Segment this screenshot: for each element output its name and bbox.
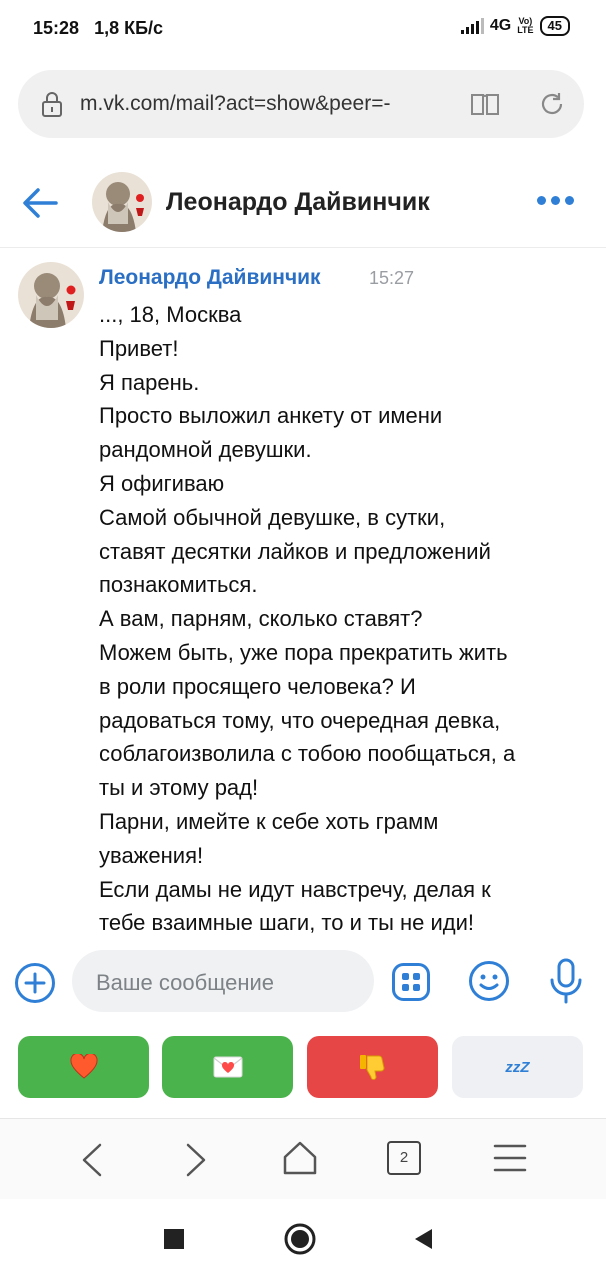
lock-icon: [40, 90, 64, 123]
message: [0, 250, 606, 940]
browser-tabs-button[interactable]: 2: [387, 1141, 421, 1175]
back-arrow-icon[interactable]: [22, 186, 58, 225]
sleep-button[interactable]: [452, 1036, 583, 1098]
url-text[interactable]: m.vk.com/mail?act=show&peer=-: [80, 92, 391, 115]
avatar[interactable]: [18, 262, 84, 328]
keyboard-bot-icon[interactable]: [391, 962, 431, 1007]
message-text: [99, 298, 589, 940]
message-line: познакомиться.: [99, 572, 258, 598]
composer: [0, 946, 606, 1018]
message-line: ты и этому рад!: [99, 775, 259, 801]
address-bar[interactable]: [18, 70, 584, 138]
system-navigation: [0, 1199, 606, 1280]
message-time: 15:27: [369, 268, 415, 288]
reload-icon[interactable]: [538, 90, 566, 123]
message-input[interactable]: [72, 950, 374, 1012]
bot-keyboard: [0, 1036, 606, 1100]
message-line: А вам, парням, сколько ставят?: [99, 606, 423, 632]
message-line: радоваться тому, что очередная девка,: [99, 707, 501, 733]
page-title: Леонардо Дайвинчик: [166, 188, 430, 216]
sleep-icon: zzZ: [505, 1058, 530, 1076]
like-button[interactable]: [18, 1036, 149, 1098]
smile-icon[interactable]: [468, 960, 510, 1007]
recent-apps-icon[interactable]: [164, 1229, 184, 1249]
reader-mode-icon[interactable]: [470, 91, 500, 122]
message-line: уважения!: [99, 842, 204, 868]
signal-icon: [461, 18, 484, 34]
network-label: 4G: [489, 17, 512, 34]
browser-back-icon[interactable]: [78, 1141, 106, 1184]
add-attachment-button[interactable]: [14, 962, 56, 1009]
message-line: ..., 18, Москва: [99, 302, 242, 327]
message-line: Я офигиваю: [99, 470, 225, 496]
browser-toolbar: [0, 1119, 606, 1199]
system-home-icon[interactable]: [284, 1223, 316, 1260]
heart-icon: [70, 1054, 98, 1080]
message-line: ставят десятки лайков и предложений: [99, 538, 491, 564]
message-line: соблагоизволила с тобою пообщаться, а: [99, 741, 516, 767]
avatar[interactable]: [92, 172, 152, 232]
dislike-button[interactable]: [307, 1036, 438, 1098]
message-author[interactable]: Леонардо Дайвинчик: [99, 266, 321, 289]
battery-icon: 45: [540, 16, 570, 36]
status-time: 15:28: [33, 18, 80, 38]
love-letter-button[interactable]: [162, 1036, 293, 1098]
system-back-icon[interactable]: [412, 1227, 434, 1256]
message-input-placeholder: Ваше сообщение: [96, 970, 274, 995]
thumbs-down-icon: [359, 1053, 387, 1081]
love-letter-icon: [213, 1056, 243, 1078]
volte-icon: Vo) LTE: [517, 16, 534, 35]
message-line: Привет!: [99, 335, 179, 361]
microphone-icon[interactable]: [548, 958, 584, 1009]
chat-header: [0, 160, 606, 248]
message-line: рандомной девушки.: [99, 437, 312, 463]
message-line: Можем быть, уже пора прекратить жить: [99, 639, 508, 665]
browser-menu-icon[interactable]: [493, 1141, 527, 1180]
status-left: [33, 18, 163, 39]
message-line: Просто выложил анкету от имени: [99, 403, 443, 429]
status-bar: [0, 0, 606, 58]
message-line: Если дамы не идут навстречу, делая к: [99, 876, 491, 902]
message-line: Самой обычной девушке, в сутки,: [99, 504, 446, 530]
status-speed: 1,8 КБ/с: [94, 18, 164, 38]
message-line: тебе взаимные шаги, то и ты не иди!: [99, 910, 475, 936]
message-line: в роли просящего человека? И: [99, 673, 416, 699]
status-right: [461, 16, 570, 36]
message-line: Я парень.: [99, 369, 200, 395]
more-icon[interactable]: [537, 196, 574, 205]
browser-forward-icon[interactable]: [182, 1141, 210, 1184]
browser-home-icon[interactable]: [281, 1139, 319, 1182]
message-line: Парни, имейте к себе хоть грамм: [99, 808, 439, 834]
